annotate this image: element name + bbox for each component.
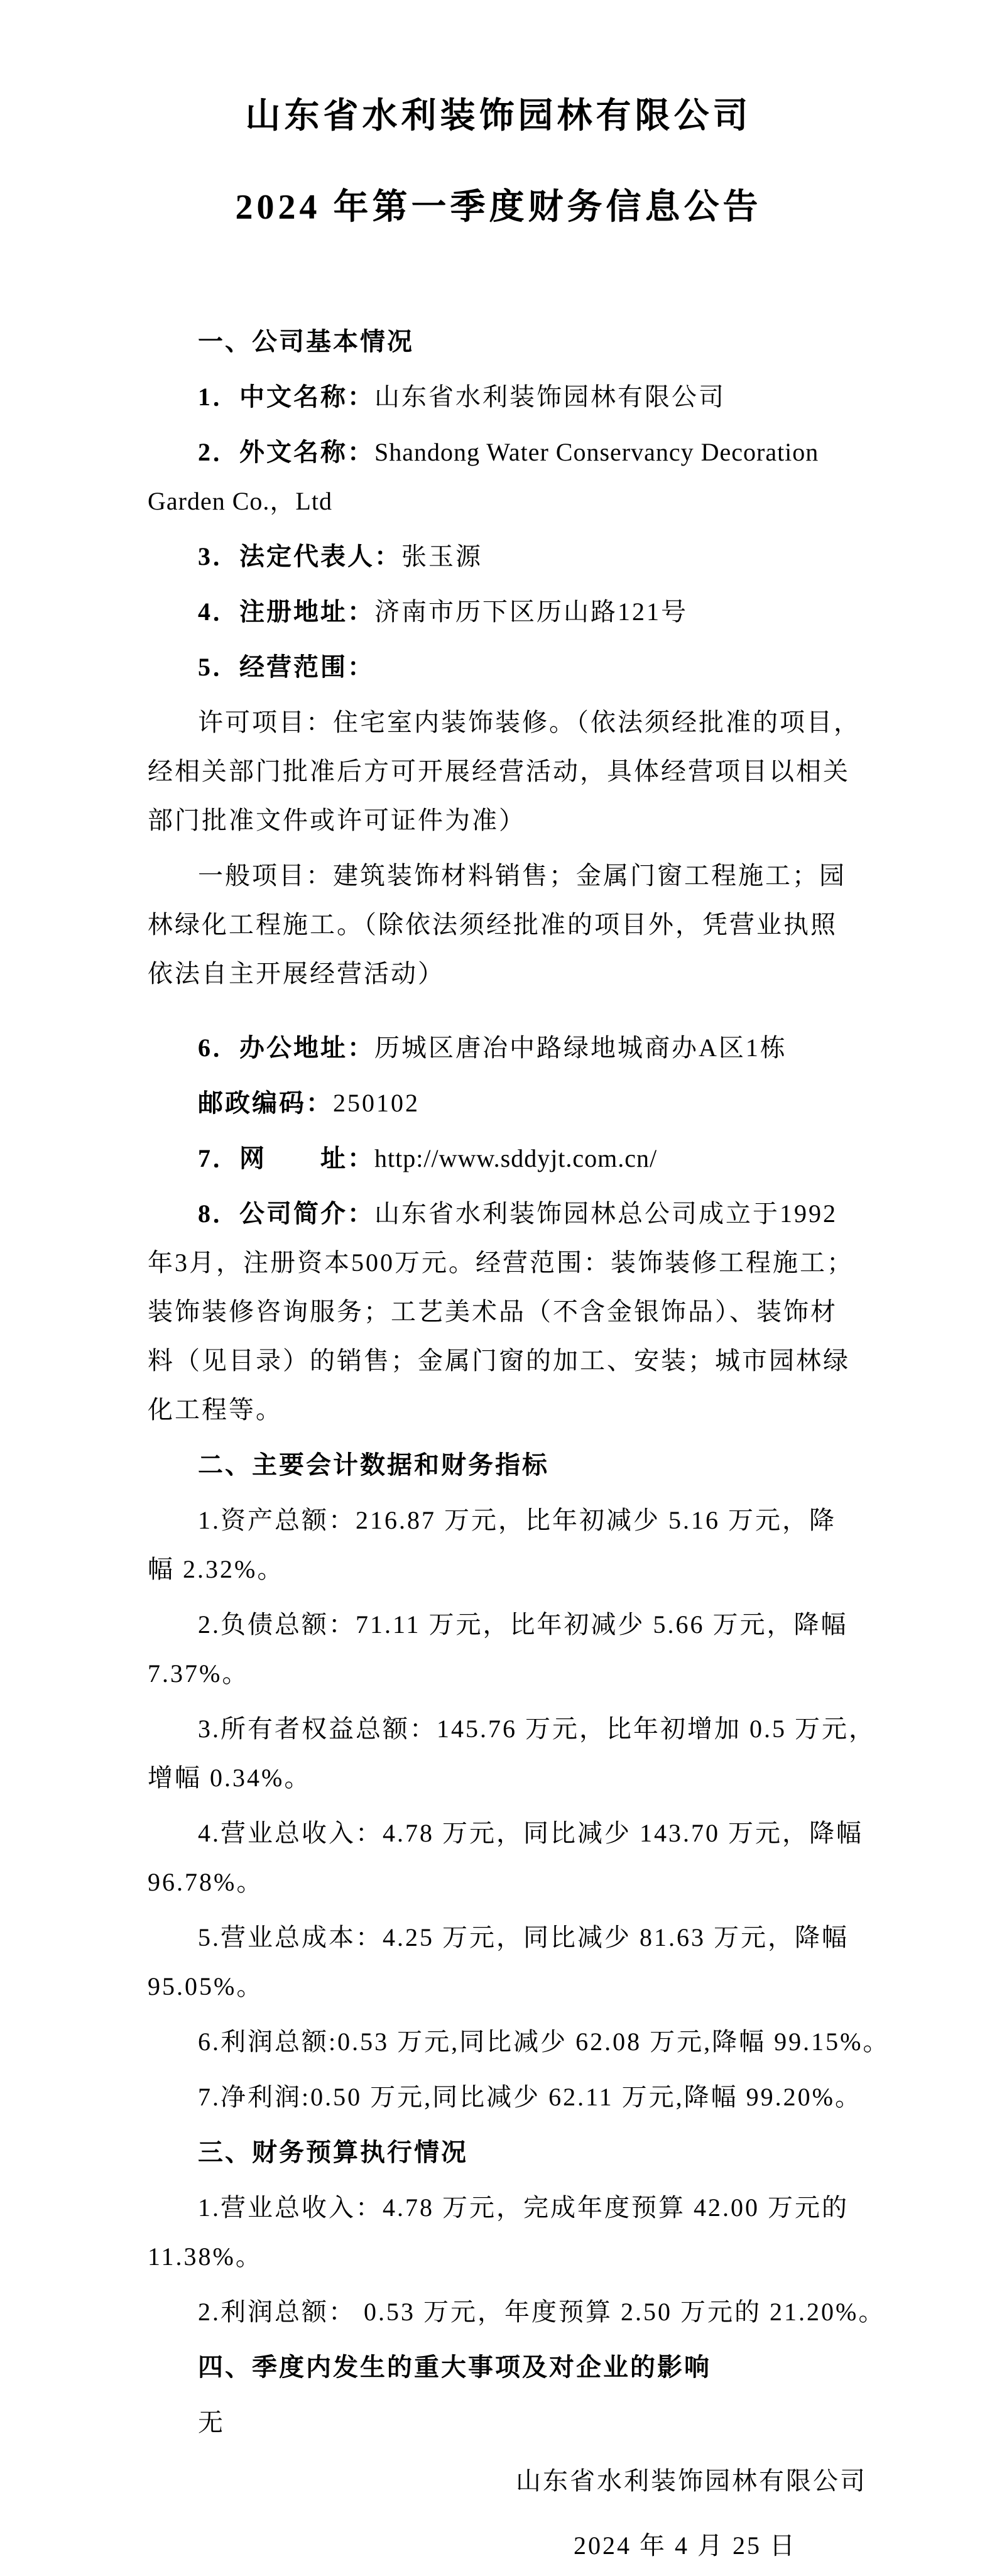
line-budget-profit: 2.利润总额： 0.53 万元，年度预算 2.50 万元的 21.20%。 bbox=[198, 2298, 886, 2326]
legal-representative-label: 3．法定代表人： bbox=[198, 542, 401, 570]
line-office-address bbox=[148, 1023, 867, 1072]
chinese-name-label: 1．中文名称： bbox=[198, 383, 374, 411]
line-postal-code bbox=[148, 1079, 867, 1128]
postal-code-value: 250102 bbox=[333, 1089, 420, 1117]
line-foreign-name-wrap: Garden Co.，Ltd bbox=[148, 487, 332, 515]
line-owners-equity-1: 3.所有者权益总额：145.76 万元，比年初增加 0.5 万元， bbox=[198, 1715, 876, 1743]
website-url: http://www.sddyjt.com.cn/ bbox=[374, 1144, 658, 1172]
line-chinese-name bbox=[148, 373, 867, 422]
line-major-events-none: 无 bbox=[198, 2408, 225, 2437]
company-profile-value-1: 山东省水利装饰园林总公司成立于1992 bbox=[374, 1199, 837, 1228]
document-title-line2: 2024 年第一季度财务信息公告 bbox=[235, 188, 762, 227]
section3-heading: 三、财务预算执行情况 bbox=[198, 2138, 468, 2166]
line-budget-revenue-2: 11.38%。 bbox=[148, 2242, 263, 2271]
line-website bbox=[148, 1134, 867, 1183]
line-total-profit: 6.利润总额:0.53 万元,同比减少 62.08 万元,降幅 99.15%。 bbox=[198, 2028, 890, 2056]
registered-address-value: 济南市历下区历山路121号 bbox=[374, 598, 688, 626]
line-licensed-projects-1: 许可项目：住宅室内装饰装修。（依法须经批准的项目， bbox=[198, 708, 861, 736]
line-company-profile-2: 年3月，注册资本500万元。经营范围：装饰装修工程施工； bbox=[148, 1248, 854, 1277]
line-company-profile-3: 装饰装修咨询服务；工艺美术品（不含金银饰品）、装饰材 bbox=[148, 1297, 837, 1326]
line-total-liabilities-1: 2.负债总额：71.11 万元，比年初减少 5.66 万元，降幅 bbox=[198, 1610, 848, 1639]
business-scope-label: 5．经营范围： bbox=[198, 653, 374, 681]
line-legal-representative bbox=[148, 532, 867, 581]
chinese-name-value: 山东省水利装饰园林有限公司 bbox=[374, 383, 726, 411]
document-body bbox=[148, 317, 890, 2570]
section2-heading: 二、主要会计数据和财务指标 bbox=[198, 1451, 549, 1479]
line-general-projects-1: 一般项目：建筑装饰材料销售；金属门窗工程施工；园 bbox=[198, 861, 846, 890]
office-address-label: 6．办公地址： bbox=[198, 1034, 374, 1062]
line-total-assets-1: 1.资产总额：216.87 万元，比年初减少 5.16 万元，降 bbox=[198, 1506, 836, 1534]
footer-date: 2024 年 4 月 25 日 bbox=[574, 2531, 797, 2560]
section1-heading: 一、公司基本情况 bbox=[198, 327, 414, 356]
line-general-projects-3: 依法自主开展经营活动） bbox=[148, 959, 445, 988]
section4-heading: 四、季度内发生的重大事项及对企业的影响 bbox=[198, 2353, 711, 2381]
line-total-cost-2: 95.05%。 bbox=[148, 1972, 264, 2000]
legal-representative-value: 张玉源 bbox=[401, 542, 482, 570]
foreign-name-label: 2．外文名称： bbox=[198, 438, 374, 466]
postal-code-label: 邮政编码： bbox=[198, 1089, 333, 1117]
company-profile-label: 8．公司简介： bbox=[198, 1199, 374, 1228]
line-registered-address bbox=[148, 587, 867, 636]
line-company-profile-5: 化工程等。 bbox=[148, 1395, 283, 1424]
registered-address-label: 4．注册地址： bbox=[198, 598, 374, 626]
office-address-value: 历城区唐冶中路绿地城商办A区1栋 bbox=[374, 1034, 787, 1062]
line-owners-equity-2: 增幅 0.34%。 bbox=[148, 1764, 312, 1792]
line-company-profile-1 bbox=[148, 1189, 867, 1238]
foreign-name-value: Shandong Water Conservancy Decoration bbox=[374, 438, 819, 466]
footer-company-name: 山东省水利装饰园林有限公司 bbox=[516, 2467, 867, 2495]
line-business-scope-label bbox=[148, 643, 867, 692]
line-total-liabilities-2: 7.37%。 bbox=[148, 1659, 249, 1688]
document-title-line1: 山东省水利装饰园林有限公司 bbox=[245, 97, 752, 136]
line-net-profit: 7.净利润:0.50 万元,同比减少 62.11 万元,降幅 99.20%。 bbox=[198, 2083, 862, 2111]
line-total-cost-1: 5.营业总成本：4.25 万元，同比减少 81.63 万元，降幅 bbox=[198, 1923, 849, 1951]
line-licensed-projects-3: 部门批准文件或许可证件为准） bbox=[148, 806, 526, 834]
line-total-assets-2: 幅 2.32%。 bbox=[148, 1555, 285, 1583]
line-total-revenue-2: 96.78%。 bbox=[148, 1868, 264, 1896]
line-foreign-name bbox=[148, 428, 867, 477]
line-budget-revenue-1: 1.营业总收入：4.78 万元，完成年度预算 42.00 万元的 bbox=[198, 2193, 849, 2222]
line-total-revenue-1: 4.营业总收入：4.78 万元，同比减少 143.70 万元，降幅 bbox=[198, 1819, 863, 1847]
website-label: 7．网 址： bbox=[198, 1144, 374, 1172]
line-licensed-projects-2: 经相关部门批准后方可开展经营活动，具体经营项目以相关 bbox=[148, 757, 850, 785]
line-general-projects-2: 林绿化工程施工。（除依法须经批准的项目外，凭营业执照 bbox=[148, 910, 837, 939]
line-company-profile-4: 料（见目录）的销售；金属门窗的加工、安装；城市园林绿 bbox=[148, 1346, 850, 1375]
